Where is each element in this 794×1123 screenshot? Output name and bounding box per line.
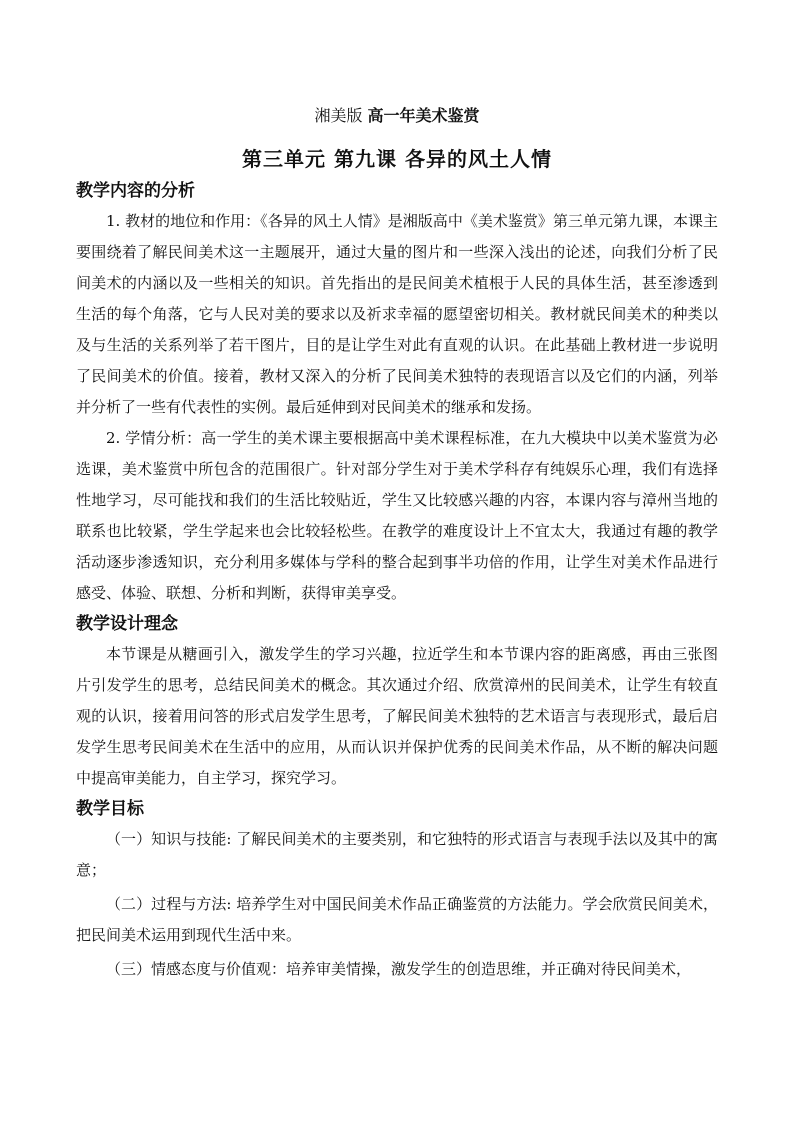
paragraph-textbook-role: 1. 教材的地位和作用：《各异的风土人情》是湘版高中《美术鉴赏》第三单元第九课，本课主要围绕着了解民间美术这一主题展开，通过大量的图片和一些深入浅出的论述，向我们分析了民间美术的内涵以及一些相关的知识。首先指出的是民间美术植根于人民的具体生活，甚至渗透到生活的每个角落，它与人民对美的要求以及祈求幸福的愿望密切相关。教材就民间美术的种类以及与生活的关系列举了若干图片，目的是让学生对此有直观的认识。在此基础上教材进一步说明了民间美术的价值。接着，教材又深入的分析了民间美术独特的表现语言以及它们的内涵，列举并分析了一些有代表性的实例。最后延伸到对民间美术的继承和发扬。 <box>76 212 718 416</box>
section-heading-concept: 教学设计理念 <box>76 614 178 634</box>
section-heading-goals: 教学目标 <box>76 799 144 819</box>
document-subtitle <box>76 100 718 132</box>
section-heading-analysis: 教学内容的分析 <box>76 181 195 201</box>
paragraph-student-analysis: 2. 学情分析：高一学生的美术课主要根据高中美术课程标准，在九大模块中以美术鉴赏为必选课，美术鉴赏中所包含的范围很广。针对部分学生对于美术学科存有纯娱乐心理，我们有选择性地学习，尽可能找和我们的生活比较贴近，学生又比较感兴趣的内容，本课内容与漳州当地的联系也比较紧，学生学起来也会比较轻松些。在教学的难度设计上不宜太大，我通过有趣的教学活动逐步渗透知识，充分利用多媒体与学科的整合起到事半功倍的作用，让学生对美术作品进行感受、体验、联想、分析和判断，获得审美享受。 <box>76 429 718 602</box>
paragraph-design-concept: 本节课是从糖画引入，激发学生的学习兴趣，拉近学生和本节课内容的距离感，再由三张图片引发学生的思考，总结民间美术的概念。其次通过介绍、欣赏漳州的民间美术，让学生有较直观的认识，接着用问答的形式启发学生思考，了解民间美术独特的艺术语言与表现形式，最后启发学生思考民间美术在生活中的应用，从而认识并保护优秀的民间美术作品，从不断的解决问题中提高审美能力，自主学习，探究学习。 <box>76 645 718 787</box>
document-page <box>76 100 718 988</box>
publisher-label: 湘美版 <box>314 106 363 125</box>
goal-process-methods: （二）过程与方法: 培养学生对中国民间美术作品正确鉴赏的方法能力。学会欣赏民间美术，把民间美术运用到现代生活中来。 <box>76 895 718 944</box>
goal-attitude-values: （三）情感态度与价值观：培养审美情操，激发学生的创造思维，并正确对待民间美术， <box>106 960 692 978</box>
document-title: 第三单元 第九课 各异的风土人情 <box>242 147 552 171</box>
course-label: 高一年美术鉴赏 <box>367 106 480 125</box>
goal-knowledge-skills: （一）知识与技能: 了解民间美术的主要类别，和它独特的形式语言与表现手法以及其中的寓意； <box>76 830 718 879</box>
